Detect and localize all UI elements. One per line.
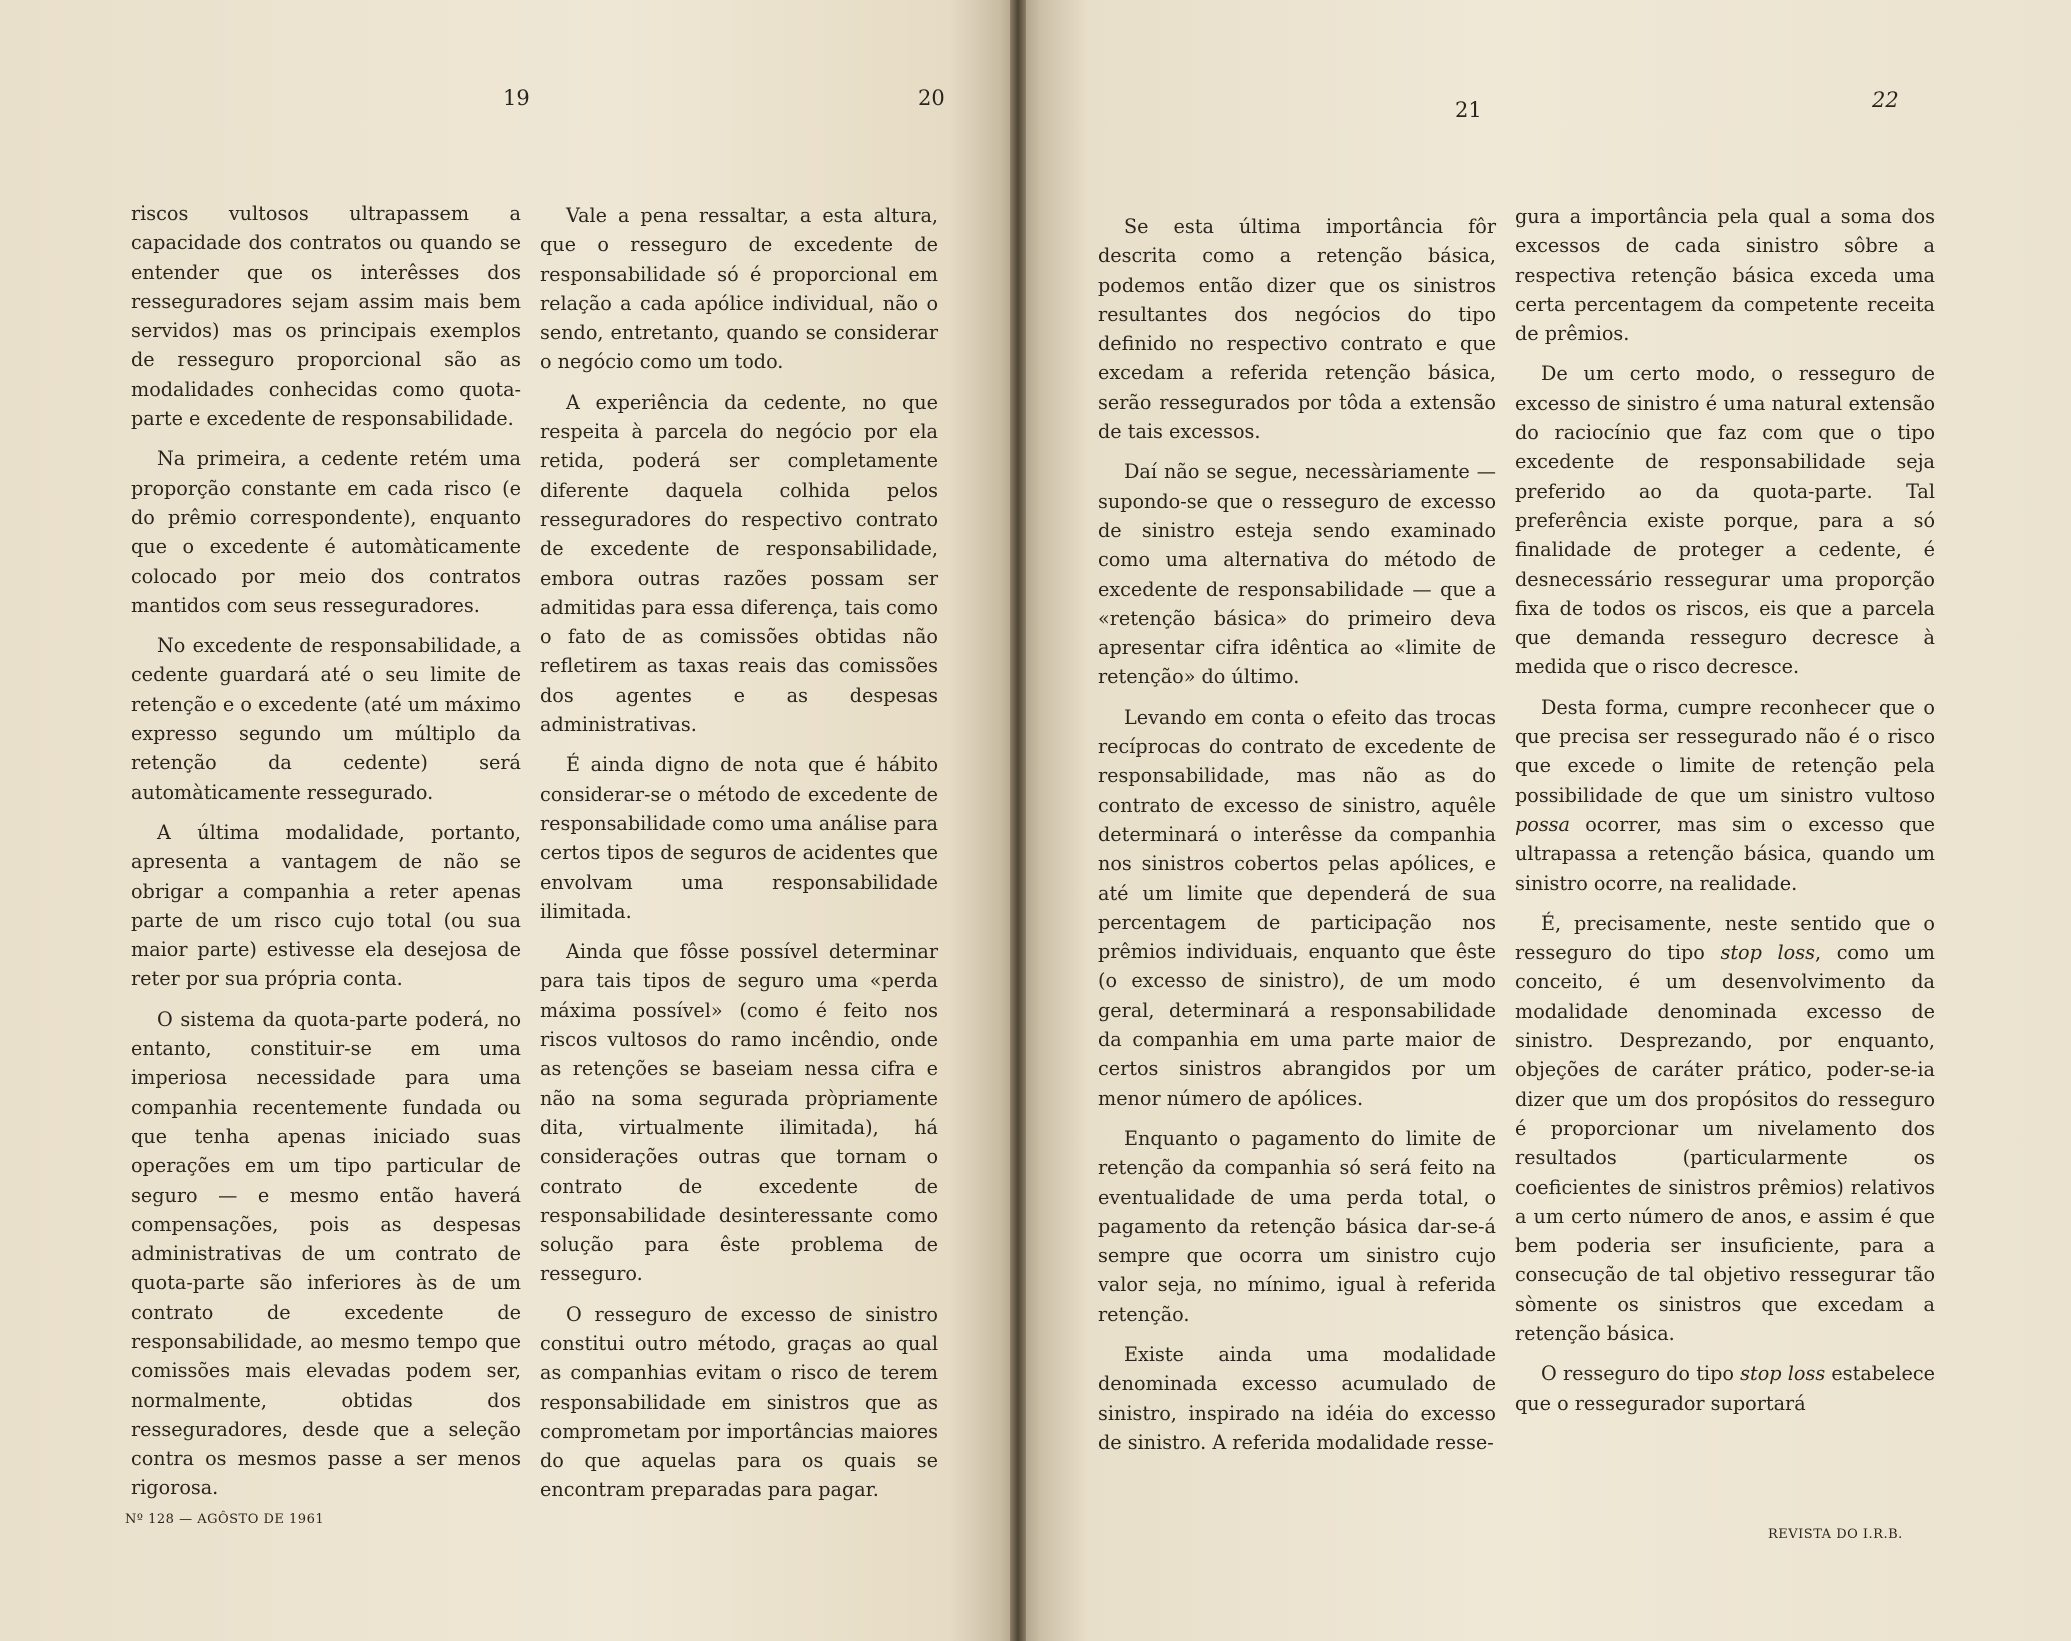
footer-journal: REVISTA DO I.R.B. xyxy=(1768,1527,1903,1542)
paragraph: É, precisamente, neste sentido que o resseguro do tipo stop loss, como um conceito, é um desenvolvimento da modalidade denominada excesso de sinistro. Desprezando, por enquanto, objeções de caráter prático, poder-se-ia dizer que um dos propósitos do resseguro é proporcionar um nivelamento dos resultados (particularmente os coeficientes de sinistros prêmios) relativos a um certo número de anos, e assim é que bem poderia ser insuficiente, para a consecução de tal objetivo ressegurar tão sòmente os sinistros que excedam a retenção básica. xyxy=(1515,911,1935,1345)
paragraph: Daí não se segue, necessàriamente — supondo-se que o resseguro de excesso de sinistro esteja sendo examinado como uma alternativa do método de excedente de responsabilidade — que a «retenção básica» do primeiro deva apresentar cifra idêntica ao «limite de retenção» do último. xyxy=(1098,460,1496,689)
column-page-22 xyxy=(1515,202,1935,1429)
paragraph: É ainda digno de nota que é hábito considerar-se o método de excedente de responsabilidade como uma análise para certos tipos de seguros de acidentes que envolvam uma responsabilidade ilimitada. xyxy=(540,753,938,923)
paragraph: A experiência da cedente, no que respeita à parcela do negócio por ela retida, poderá ser completamente diferente daquela colhida pelos resseguradores do respectivo contrato de excedente de responsabilidade, embora outras razões possam ser admitidas para essa diferença, tais como o fato de as comissões obtidas não refletirem as taxas reais das comissões dos agentes e as despesas administrativas. xyxy=(540,390,939,737)
paragraph: Enquanto o pagamento do limite de retenção da companhia só será feito na eventualidade de uma perda total, o pagamento da retenção básica dar-se-á sempre que ocorra um sinistro cujo valor seja, no mínimo, igual à referida retenção. xyxy=(1098,1126,1496,1326)
paragraph: De um certo modo, o resseguro de excesso de sinistro é uma natural extensão do raciocínio que faz com que o tipo excedente de responsabilidade seja preferido ao da quota-parte. Tal preferência existe porque, para a só finalidade de proteger a cedente, é desnecessário ressegurar uma proporção fixa de todos os riscos, eis que a parcela que demanda resseguro decresce à medida que o risco decresce. xyxy=(1515,362,1935,679)
column-page-20 xyxy=(540,201,938,1516)
paragraph: Desta forma, cumpre reconhecer que o que precisa ser ressegurado não é o risco que excede o limite de retenção pela possibilidade de que um sinistro vultoso possa ocorrer, mas sim o excesso que ultrapassa a retenção básica, quando um sinistro ocorre, na realidade. xyxy=(1515,695,1935,895)
footer-issue: Nº 128 — AGÔSTO DE 1961 xyxy=(125,1512,325,1527)
paragraph: O resseguro de excesso de sinistro constitui outro método, graças ao qual as companhias evitam o risco de terem responsabilidade em sinistros que as comprometam por importâncias maiores do que aquelas para os quais se encontram preparadas para pagar. xyxy=(540,1302,938,1502)
paragraph: O resseguro do tipo stop loss estabelece que o ressegurador suportará xyxy=(1515,1362,1935,1415)
paragraph: Ainda que fôsse possível determinar para tais tipos de seguro uma «perda máxima possível» (como é feito nos riscos vultosos do ramo incêndio, onde as retenções se baseiam nessa cifra e não na soma segurada pròpriamente dita, virtualmente ilimitada), há considerações outras que tornam o contrato de excedente de responsabilidade desinteressante como solução para êste problema de resseguro. xyxy=(540,940,938,1286)
column-page-19 xyxy=(131,199,521,1514)
paragraph: O sistema da quota-parte poderá, no entanto, constituir-se em uma imperiosa necessidade para uma companhia recentemente fundada ou que tenha apenas iniciado suas operações em um tipo particular de seguro — e mesmo então haverá compensações, pois as despesas administrativas de um contrato de quota-parte são inferiores às de um contrato de excedente de responsabilidade, ao mesmo tempo que comissões mais elevadas podem ser, normalmente, obtidas dos resseguradores, desde que a seleção contra os mesmos passe a ser menos rigorosa. xyxy=(131,1007,521,1500)
page-number-19: 19 xyxy=(503,86,530,110)
paragraph: riscos vultosos ultrapassem a capacidade dos contratos ou quando se entender que os interêsses dos resseguradores sejam assim mais bem servidos) mas os principais exemplos de resseguro proporcional são as modalidades conhecidas como quota-parte e excedente de responsabilidade. xyxy=(131,202,521,431)
paragraph: Se esta última importância fôr descrita como a retenção básica, podemos então dizer que os sinistros resultantes dos negócios do tipo definido no respectivo contrato e que excedam a referida retenção básica, serão ressegurados por tôda a extensão de tais excessos. xyxy=(1098,215,1496,444)
paragraph: Vale a pena ressaltar, a esta altura, que o resseguro de excedente de responsabilidade só é proporcional em relação a cada apólice individual, não o sendo, entretanto, quando se considerar o negócio como um todo. xyxy=(540,204,938,374)
page-number-21: 21 xyxy=(1455,98,1482,122)
book-gutter xyxy=(1010,0,1026,1641)
paragraph: Na primeira, a cedente retém uma proporção constante em cada risco (e do prêmio correspondente), enquanto que o excedente é automàticamente colocado por meio dos contratos mantidos com seus resseguradores. xyxy=(131,447,521,617)
paragraph: Levando em conta o efeito das trocas recíprocas do contrato de excedente de responsabilidade, mas não as do contrato de excesso de sinistro, aquêle determinará o interêsse da companhia nos sinistros cobertos pelas apólices, e até um limite que dependerá de sua percentagem de participação nos prêmios individuais, enquanto que êste (o excesso de sinistro), de um modo geral, determinará a responsabilidade da companhia em uma parte maior de certos sinistros abrangidos por um menor número de apólices. xyxy=(1098,705,1496,1110)
page-number-20: 20 xyxy=(918,86,945,110)
paragraph: Existe ainda uma modalidade denominada excesso acumulado de sinistro, inspirado na idéia do excesso de sinistro. A referida modalidade resse- xyxy=(1098,1342,1496,1454)
paragraph: gura a importância pela qual a soma dos excessos de cada sinistro sôbre a respectiva retenção básica exceda uma certa percentagem da competente receita de prêmios. xyxy=(1515,205,1935,346)
column-page-21 xyxy=(1098,212,1496,1468)
paragraph: No excedente de responsabilidade, a cedente guardará até o seu limite de retenção e o excedente (até um máximo expresso segundo um múltiplo da retenção da cedente) será automàticamente ressegurado. xyxy=(131,634,521,804)
paragraph: A última modalidade, portanto, apresenta a vantagem de não se obrigar a companhia a reter apenas parte de um risco cujo total (ou sua maior parte) estivesse ela desejosa de reter por sua própria conta. xyxy=(131,820,521,991)
page-number-22: 22 xyxy=(1872,88,1899,112)
